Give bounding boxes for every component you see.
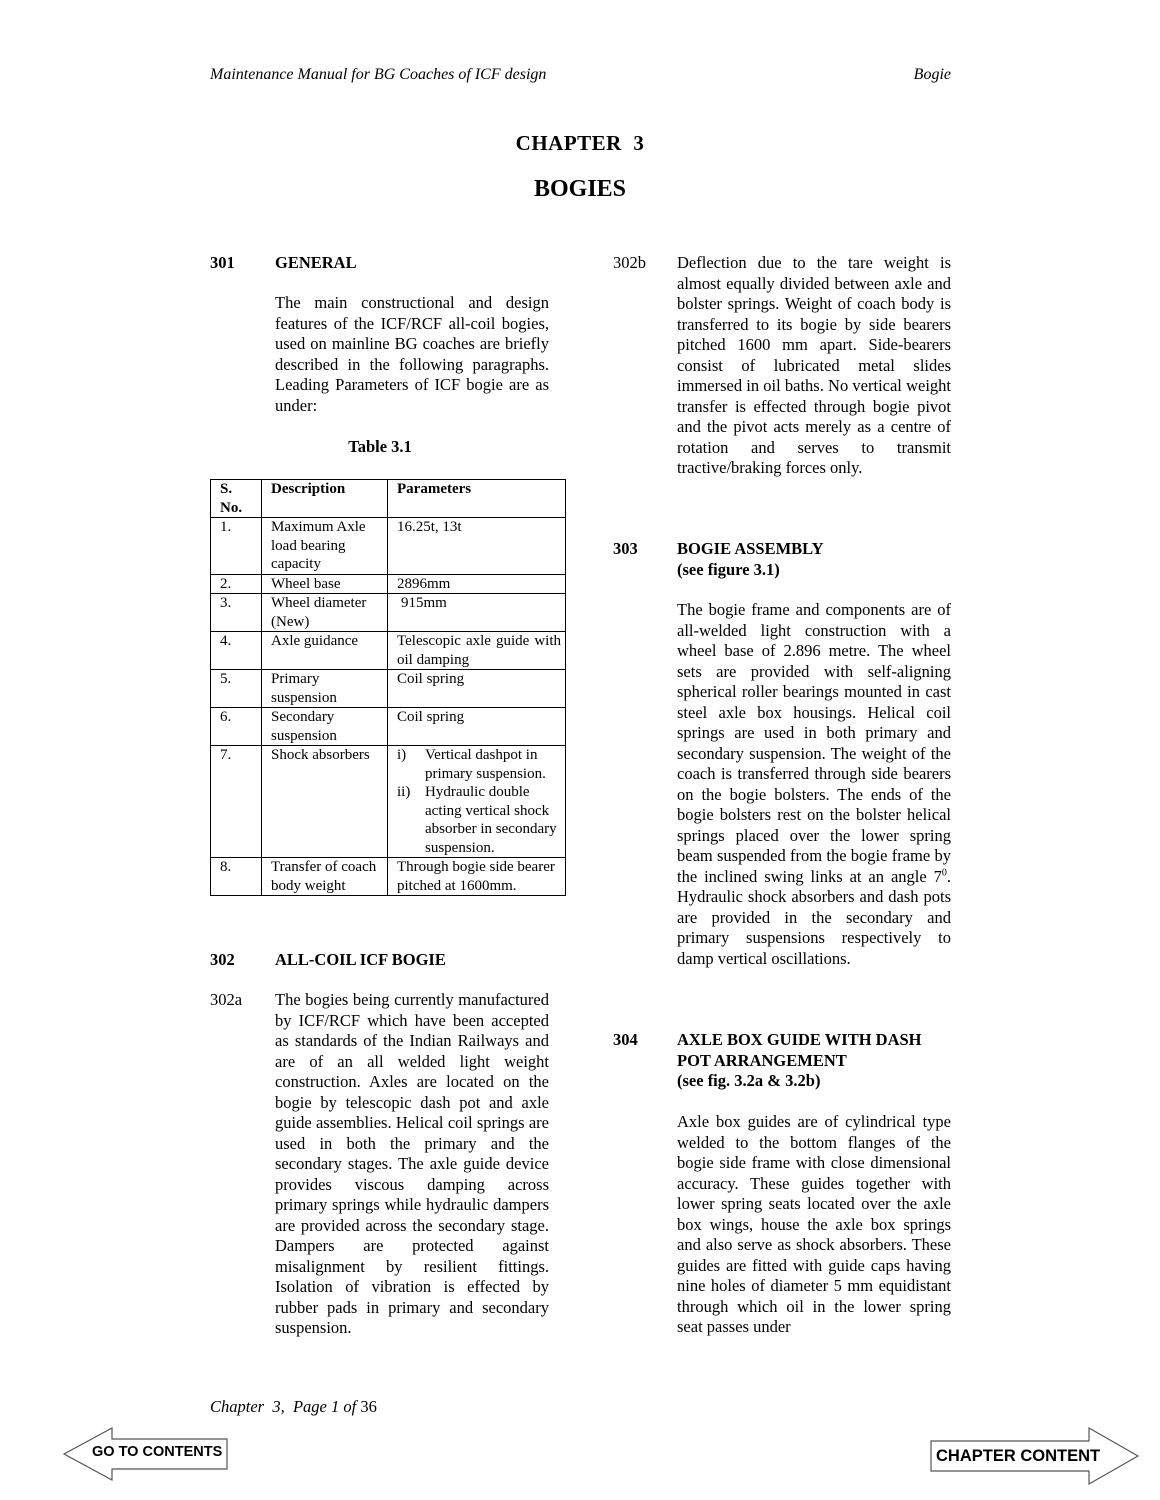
col-header-parameters: Parameters — [388, 480, 566, 518]
section-302b-body: Deflection due to the tare weight is almost equally divided between axle and bolster springs. Weight of coach body is transferred to its bogie by side bearers pitched 1600 mm apart. Side-bearers consist of lubricated metal slides immersed in oil baths. No vertical weight transfer is effected through bogie pivot and the pivot acts merely as a centre of rotation and serves to transmit tractive/braking forces only. — [677, 253, 951, 477]
section-number: 301 — [210, 253, 235, 272]
col-header-description: Description — [262, 480, 388, 518]
footer-page-number: 1 — [331, 1397, 340, 1416]
running-header-title: Maintenance Manual for BG Coaches of ICF design — [210, 66, 547, 83]
cell-description: Axle guidance — [262, 632, 388, 670]
table-row — [211, 518, 566, 575]
parameters-table — [210, 479, 566, 896]
footer-total-pages: 36 — [360, 1397, 377, 1416]
footer-of-word: of — [343, 1397, 357, 1416]
cell-description: Secondary suspension — [262, 708, 388, 746]
cell-parameter: 2896mm — [388, 574, 566, 594]
list-item — [397, 783, 561, 857]
section-title: BOGIE ASSEMBLY — [677, 539, 824, 558]
table-row — [211, 632, 566, 670]
section-title-line-2: POT ARRANGEMENT — [677, 1050, 847, 1070]
cell-description: Primary suspension — [262, 670, 388, 708]
list-marker: ii) — [397, 784, 411, 800]
table-caption: Table 3.1 — [348, 437, 412, 456]
table-row — [211, 746, 566, 858]
section-number: 302 — [210, 950, 235, 969]
footer-chapter-word: Chapter — [210, 1397, 265, 1416]
section-number: 303 — [613, 539, 638, 558]
table-row — [211, 858, 566, 896]
cell-description: Shock absorbers — [262, 746, 388, 858]
cell-sno: 1. — [211, 518, 262, 575]
cell-sno: 6. — [211, 708, 262, 746]
table-row — [211, 670, 566, 708]
chapter-title: BOGIES — [533, 176, 627, 202]
go-to-contents-label: GO TO CONTENTS — [92, 1444, 223, 1460]
section-301-body: The main constructional and design features of the ICF/RCF all-coil bogies, used on mainline BG coaches are briefly described in the following paragraphs. Leading Parameters of ICF bogie are as under: — [275, 293, 549, 415]
section-title: ALL-COIL ICF BOGIE — [275, 950, 446, 969]
section-title: GENERAL — [275, 253, 357, 272]
footer-page-word: Page — [292, 1397, 327, 1416]
section-subtitle: (see fig. 3.2a & 3.2b) — [677, 1071, 821, 1090]
body-text-part-2: . Hydraulic shock absorbers and dash pots are provided in the secondary and primary suspensions respectively to damp vertical oscillations. — [677, 866, 951, 968]
cell-sno: 5. — [211, 670, 262, 708]
cell-parameter: 915mm — [388, 594, 566, 632]
section-302-heading — [210, 950, 446, 971]
shock-absorber-list — [397, 746, 561, 857]
section-303-heading — [613, 539, 824, 580]
section-302b-number: 302b — [613, 253, 646, 272]
list-marker: i) — [397, 747, 407, 763]
cell-parameter — [388, 746, 566, 858]
cell-parameter: Telescopic axle guide with oil damping — [388, 632, 566, 670]
section-303-body — [677, 600, 951, 969]
cell-parameter: Coil spring — [388, 670, 566, 708]
section-title-line-1: AXLE BOX GUIDE WITH DASH — [677, 1030, 922, 1049]
footer-chapter-number: 3, — [272, 1397, 285, 1416]
section-302a-body: The bogies being currently manufactured by ICF/RCF which have been accepted as standards of the Indian Railways and are of an all welded light weight construction. Axles are located on the bogie by telescopic dash pot and axle guide assemblies. Helical coil springs are used in both the primary and the secondary stages. The axle guide device provides viscous damping across primary springs while hydraulic dampers are provided across the secondary stage. Dampers are protected against misalignment by resilient fittings. Isolation of vibration is effected by rubber pads in primary and secondary suspension. — [275, 990, 549, 1337]
list-text: Hydraulic double acting vertical shock absorber in secondary suspension. — [425, 784, 557, 856]
body-text-part-1: The bogie frame and components are of all-welded light construction with a wheel base of 2.896 metre. The wheel sets are provided with self-aligning spherical roller bearings mounted in cast steel axle box housings. Helical coil springs are used in both primary and secondary suspension. The weight of the coach is transferred through side bearers on the bogie bolsters. The ends of the bogie bolsters rest on the bolster helical springs placed over the lower spring beam suspended from the bogie frame by the inclined swing links at an angle 7 — [677, 600, 951, 886]
cell-parameter: 16.25t, 13t — [388, 518, 566, 575]
list-item — [397, 746, 561, 783]
section-subtitle: (see figure 3.1) — [677, 559, 780, 579]
degree-superscript: 0 — [941, 867, 947, 878]
go-to-contents-button[interactable] — [62, 1425, 230, 1483]
cell-sno: 8. — [211, 858, 262, 896]
cell-description: Wheel diameter (New) — [262, 594, 388, 632]
cell-description: Transfer of coach body weight — [262, 858, 388, 896]
table-header-row — [211, 480, 566, 518]
section-number: 304 — [613, 1030, 638, 1049]
cell-parameter: Through bogie side bearer pitched at 1600mm. — [388, 858, 566, 896]
table-row — [211, 708, 566, 746]
chapter-content-button[interactable] — [929, 1425, 1141, 1487]
cell-sno: 4. — [211, 632, 262, 670]
page-footer — [210, 1397, 377, 1417]
table-row — [211, 574, 566, 594]
cell-description: Maximum Axle load bearing capacity — [262, 518, 388, 575]
section-304-body: Axle box guides are of cylindrical type welded to the bottom flanges of the bogie side frame with close dimensional accuracy. These guides together with lower spring seats located over the axle box wings, house the axle box springs and also serve as shock absorbers. These guides are fitted with guide caps having nine holes of diameter 5 mm equidistant through which oil in the lower spring seat passes under — [677, 1112, 951, 1336]
list-text: Vertical dashpot in primary suspension. — [425, 747, 546, 782]
section-304-heading — [613, 1030, 922, 1092]
chapter-number: CHAPTER 3 — [515, 131, 645, 155]
cell-description: Wheel base — [262, 574, 388, 594]
col-header-sno: S. No. — [211, 480, 262, 518]
cell-sno: 3. — [211, 594, 262, 632]
section-301-heading — [210, 253, 357, 274]
cell-parameter: Coil spring — [388, 708, 566, 746]
section-302a-number: 302a — [210, 990, 243, 1009]
chapter-content-label: CHAPTER CONTENT — [936, 1447, 1101, 1465]
running-header-section: Bogie — [913, 66, 951, 83]
cell-sno: 2. — [211, 574, 262, 594]
table-row — [211, 594, 566, 632]
cell-sno: 7. — [211, 746, 262, 858]
